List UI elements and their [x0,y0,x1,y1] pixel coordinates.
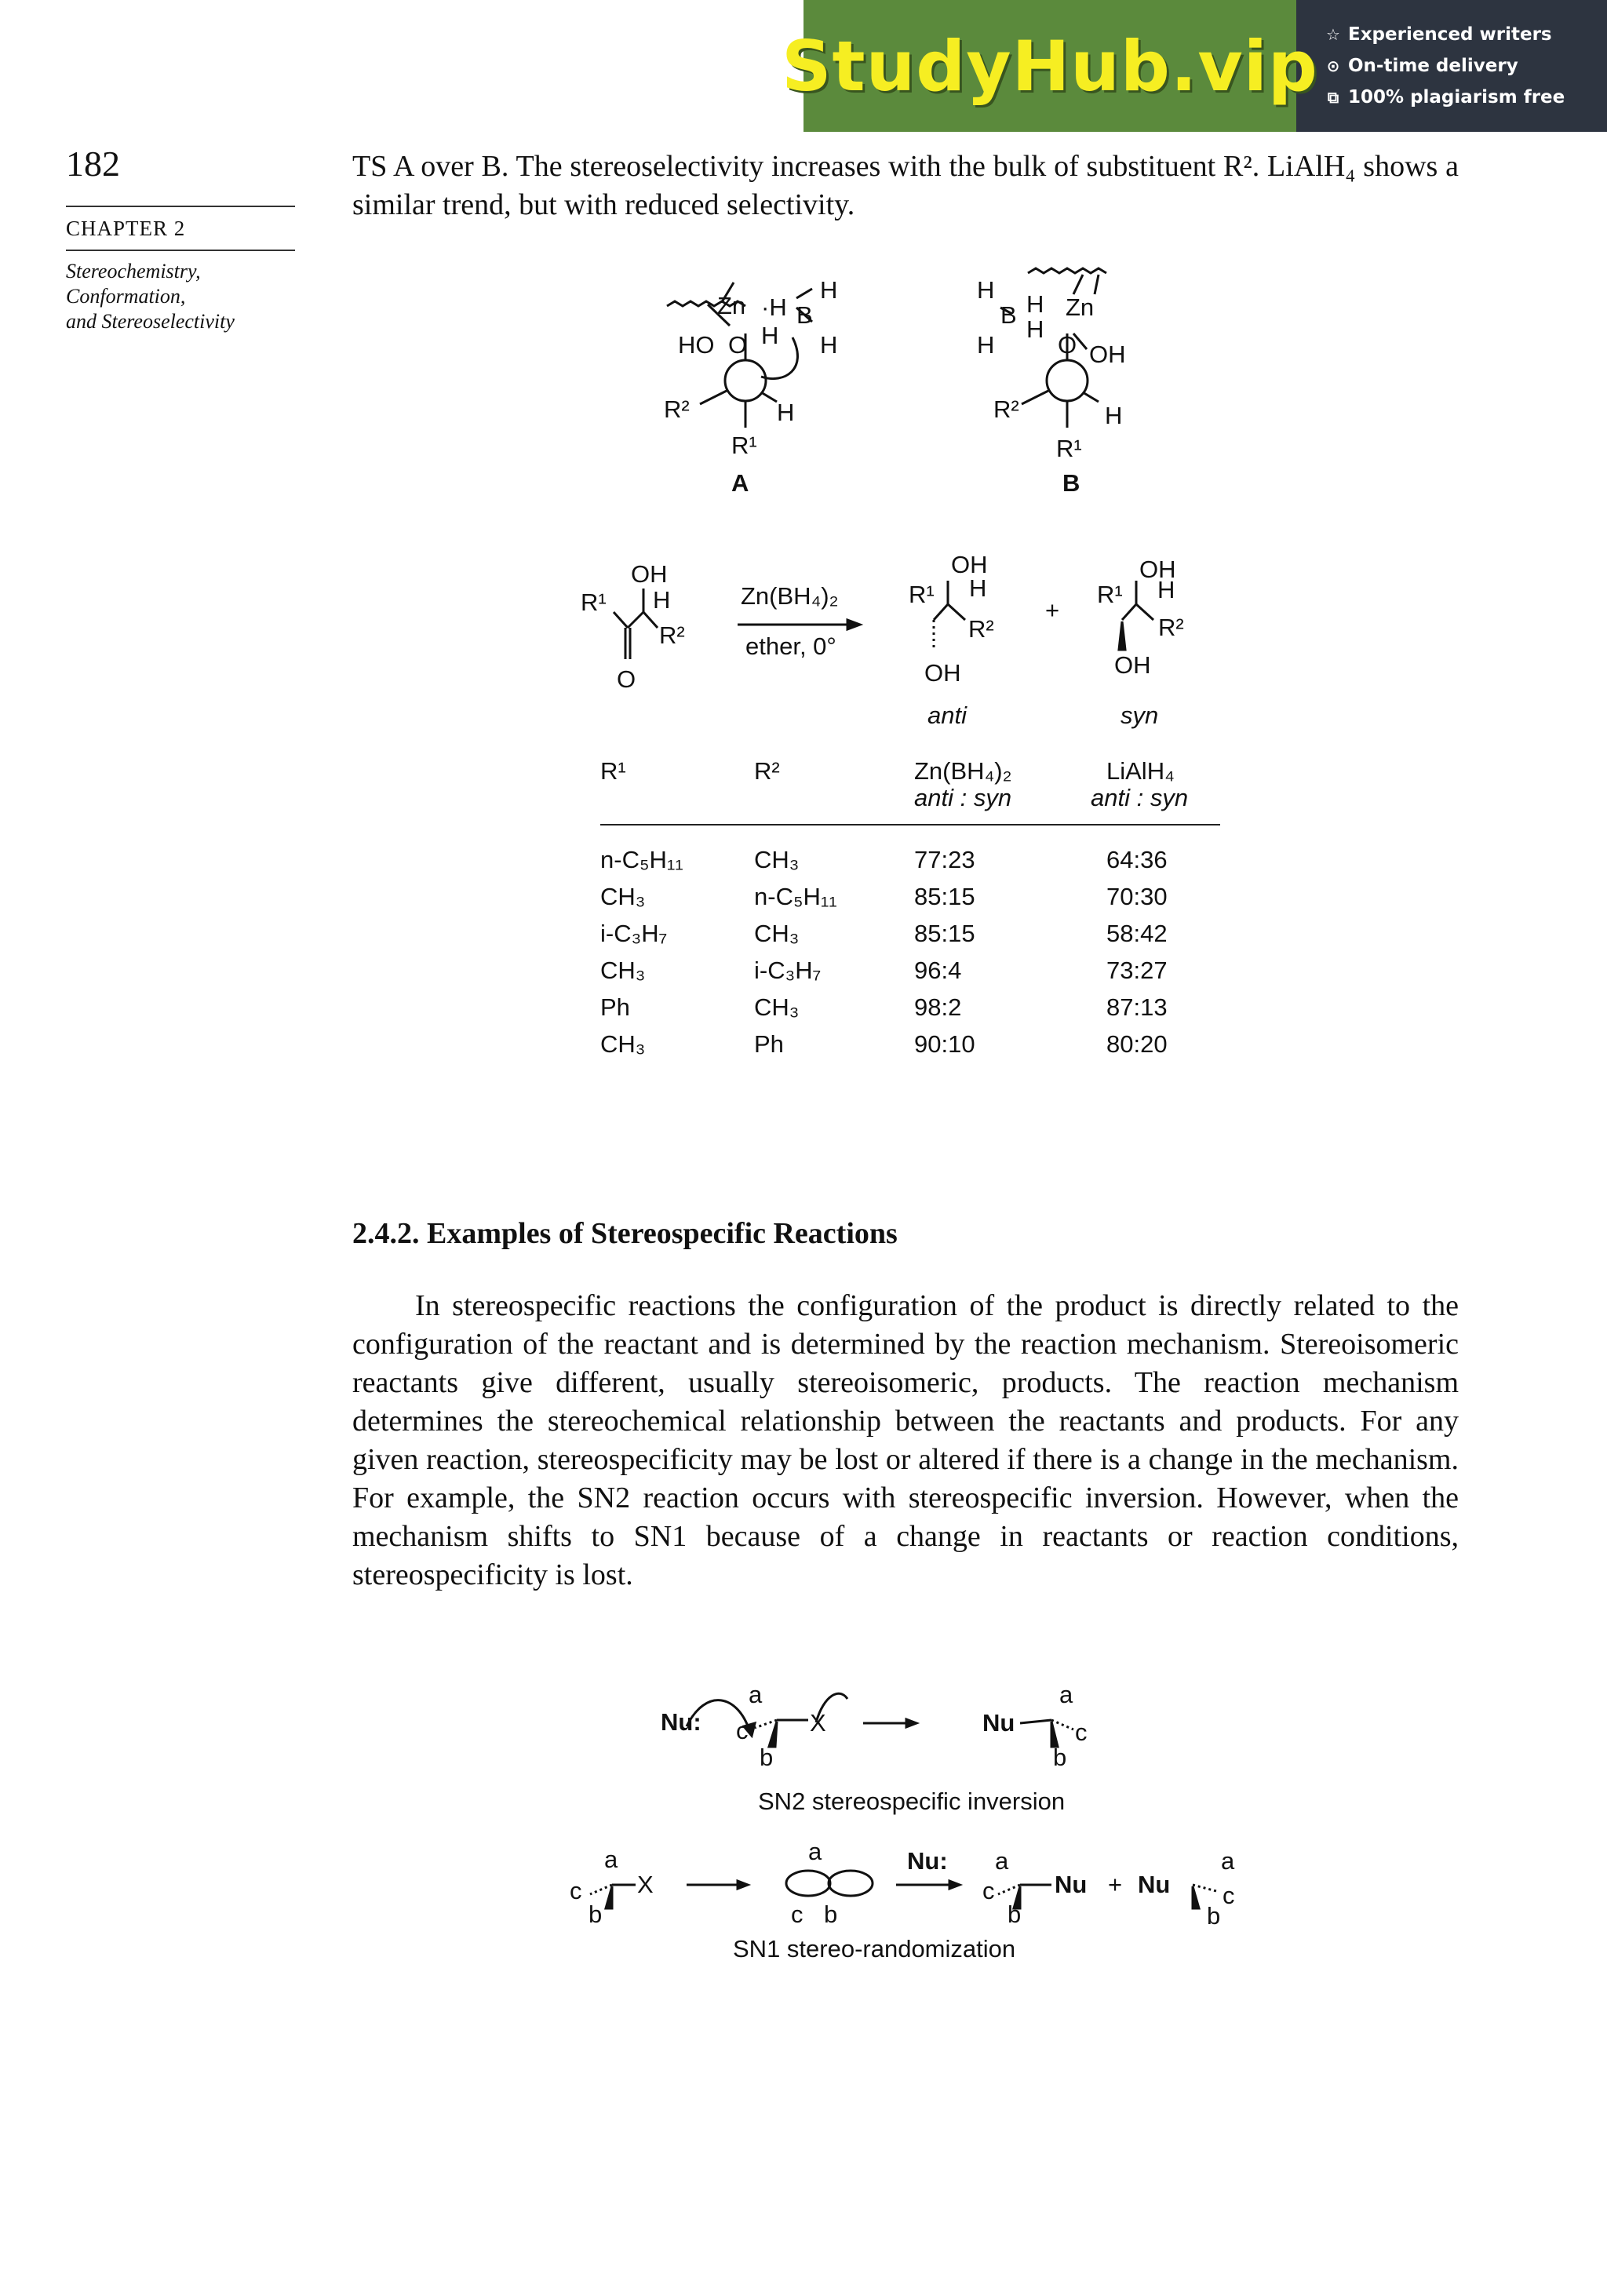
svg-text:B: B [1000,301,1017,329]
svg-text:H: H [977,331,995,359]
svg-text:X: X [637,1871,654,1898]
svg-text:H: H [761,322,779,349]
svg-text:H: H [1157,576,1175,603]
svg-text:R²: R² [659,621,685,649]
cell-r2: CH₃ [754,846,800,873]
header-r1: R¹ [600,757,626,785]
svg-text:OH: OH [631,560,668,588]
cell-r2: n-C₅H₁₁ [754,883,837,910]
svg-text:O: O [728,331,748,359]
svg-text:a: a [808,1838,822,1865]
svg-text:b: b [824,1901,838,1928]
svg-text:Nu:: Nu: [661,1708,701,1736]
cell-r1: CH₃ [600,1030,646,1058]
cell-li: 73:27 [1106,957,1168,984]
svg-text:O: O [617,665,636,693]
ts-label-b: B [1062,469,1080,497]
svg-text:O: O [1058,331,1077,359]
cell-li: 64:36 [1106,846,1168,873]
feature-on-time-delivery [1325,56,1607,76]
svg-text:H: H [777,399,795,426]
svg-text:Zn: Zn [717,292,746,319]
cell-zn: 85:15 [914,883,975,910]
svg-text:c: c [791,1901,804,1928]
svg-text:Nu: Nu [1138,1871,1171,1898]
product-anti-label: anti [927,702,967,729]
svg-text:+: + [1108,1871,1123,1898]
svg-text:R²: R² [968,615,994,643]
cell-r2: CH₃ [754,920,800,947]
svg-text:c: c [982,1877,995,1904]
header-li-reagent: LiAlH₄ [1106,757,1175,785]
svg-text:c: c [1075,1718,1088,1746]
svg-text:H: H [969,574,987,602]
svg-text:H: H [1026,315,1044,343]
feature-experienced-writers [1325,24,1607,45]
section-heading: 2.4.2. Examples of Stereospecific Reactions [352,1217,898,1250]
svg-text:OH: OH [1089,341,1126,368]
ad-banner[interactable] [782,0,1607,132]
feature-plagiarism-free [1325,87,1607,108]
svg-text:b: b [1008,1901,1022,1928]
cell-zn: 96:4 [914,957,962,984]
cell-r1: CH₃ [600,957,646,984]
table-row [600,947,1220,984]
svg-text:H: H [1026,290,1044,318]
banner-logo-area[interactable] [782,0,1318,132]
conditions-label: ether, 0° [745,632,836,660]
clock-icon: ⊙ [1326,56,1340,75]
svg-text:B: B [796,301,813,329]
cell-r2: i-C₃H₇ [754,957,822,984]
svg-text:·H: ·H [761,293,787,321]
svg-text:b: b [589,1901,603,1928]
ts-label-a: A [731,469,749,497]
page-number: 182 [66,144,120,184]
feature-label: Experienced writers [1348,24,1552,45]
header-li [1091,758,1188,811]
svg-text:Nu: Nu [1055,1871,1088,1898]
cell-r1: n-C₅H₁₁ [600,846,683,873]
svg-text:R²: R² [664,395,690,423]
cell-li: 58:42 [1106,920,1168,947]
svg-text:Nu:: Nu: [907,1847,948,1875]
table-row [600,873,1220,910]
svg-text:OH: OH [1114,651,1151,679]
svg-text:X: X [810,1709,826,1737]
svg-text:H: H [653,586,671,614]
cell-r2: CH₃ [754,993,800,1021]
svg-text:R¹: R¹ [731,432,757,459]
cell-r1: CH₃ [600,883,646,910]
plus-sign: + [1045,596,1060,624]
svg-text:b: b [760,1744,774,1771]
svg-text:c: c [736,1717,749,1744]
chapter-label: CHAPTER 2 [66,217,186,240]
cell-zn: 90:10 [914,1030,975,1058]
svg-text:OH: OH [951,551,988,578]
svg-text:H: H [1105,402,1123,429]
table-row [600,984,1220,1021]
margin-rule-bottom [66,250,295,251]
studyhub-logo: StudyHub.vip [782,25,1318,107]
svg-text:R¹: R¹ [581,589,607,616]
svg-text:OH: OH [924,659,961,687]
cell-r1: i-C₃H₇ [600,920,668,947]
svg-text:R¹: R¹ [1097,581,1123,608]
transition-state-figure [643,251,1208,502]
running-title: Stereochemistry, Conformation, and Stereoselectivity [66,260,235,333]
table-row [600,910,1220,947]
svg-text:OH: OH [1139,556,1176,583]
table-row [600,836,1220,873]
body-paragraph: In stereospecific reactions the configuration of the product is directly related to the configuration of the reactant and is determined by the reaction mechanism. Stereoisomeric reactants give different, usually stereoisomeric, products. The reaction mechanism determines the stereochemical relationship between the reactants and products. For any given reaction, stereospecificity may be lost or altered if there is a change in the mechanism. For example, the SN2 reaction occurs with stereospecific inversion. However, when the mechanism shifts to SN1 because of a change in reactants or reaction conditions, stereospecificity is lost. [352,1289,1459,1591]
svg-text:Nu: Nu [982,1709,1015,1737]
cell-r1: Ph [600,993,630,1021]
cell-zn: 98:2 [914,993,962,1021]
cell-li: 87:13 [1106,993,1168,1021]
svg-text:a: a [1059,1681,1073,1708]
svg-text:R²: R² [993,395,1019,423]
header-r2: R² [754,757,780,785]
table-header [600,753,1220,825]
svg-text:H: H [977,276,995,304]
svg-text:b: b [1207,1902,1221,1930]
svg-text:a: a [1221,1847,1235,1875]
substitution-scheme [549,1664,1287,1977]
sn2-caption: SN2 stereospecific inversion [758,1788,1066,1815]
banner-features [1296,0,1607,132]
cell-r2: Ph [754,1030,784,1058]
svg-text:b: b [1053,1744,1067,1771]
svg-text:c: c [570,1877,582,1904]
svg-text:R²: R² [1158,614,1184,641]
cell-li: 70:30 [1106,883,1168,910]
cell-li: 80:20 [1106,1030,1168,1058]
header-li-ratio: anti : syn [1091,784,1189,811]
svg-text:H: H [820,331,838,359]
svg-text:c: c [1223,1882,1235,1909]
header-zn [914,758,1012,811]
cell-zn: 85:15 [914,920,975,947]
svg-text:HO: HO [678,331,715,359]
svg-text:a: a [749,1681,763,1708]
svg-text:a: a [995,1847,1009,1875]
star-icon: ☆ [1326,25,1340,44]
margin-rule-top [66,206,295,207]
header-zn-ratio: anti : syn [914,784,1012,811]
copy-icon: ⧉ [1327,88,1339,107]
cell-zn: 77:23 [914,846,975,873]
header-zn-reagent: Zn(BH₄)₂ [914,757,1012,785]
svg-text:R¹: R¹ [1056,435,1082,462]
selectivity-table [600,753,1220,1058]
svg-text:R¹: R¹ [909,581,935,608]
svg-text:Zn: Zn [1066,293,1095,321]
table-row [600,1021,1220,1058]
reduction-scheme [581,549,1224,706]
svg-text:a: a [604,1846,618,1873]
feature-label: On-time delivery [1348,56,1518,76]
feature-label: 100% plagiarism free [1348,87,1565,108]
sn1-caption: SN1 stereo-randomization [733,1935,1016,1963]
svg-text:H: H [820,276,838,304]
product-syn-label: syn [1121,702,1159,729]
reagent-label: Zn(BH₄)₂ [741,582,839,610]
intro-paragraph: TS A over B. The stereoselectivity increases with the bulk of substituent R². LiAlH₄ shows a similar trend, but with reduced selectivity. [352,150,1459,221]
